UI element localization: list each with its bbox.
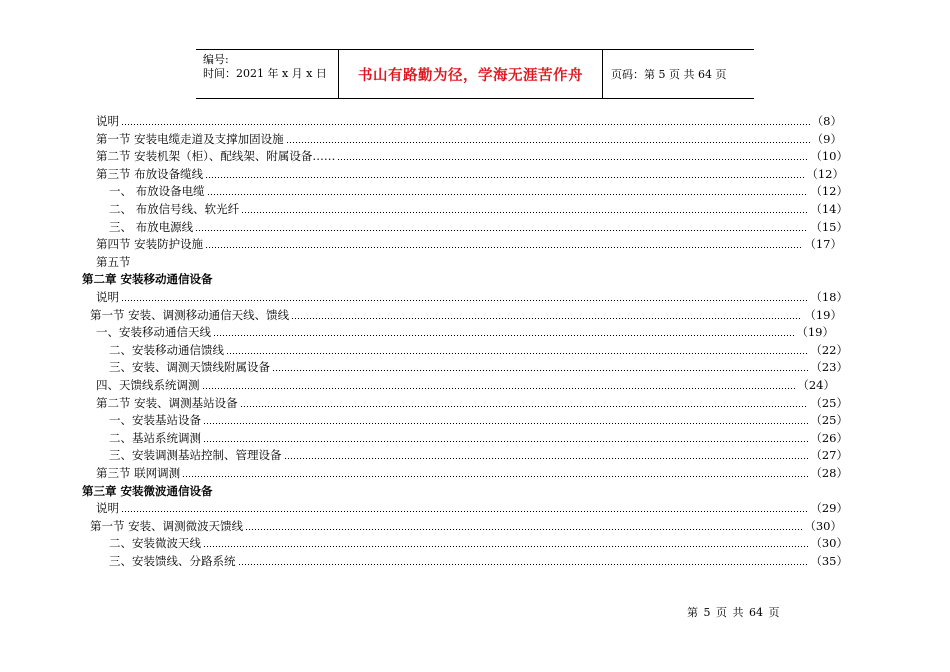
toc-entry[interactable] bbox=[96, 395, 848, 412]
toc-entry[interactable] bbox=[109, 201, 848, 218]
toc-leader-dots bbox=[272, 370, 808, 371]
toc-leader-dots bbox=[241, 212, 808, 213]
toc-entry-page: （27） bbox=[810, 448, 848, 463]
toc-leader-dots bbox=[207, 194, 809, 195]
toc-leader-dots bbox=[195, 230, 808, 231]
toc-leader-dots bbox=[245, 529, 802, 530]
toc-entry[interactable] bbox=[109, 412, 848, 429]
toc-entry-title: 第五节 bbox=[96, 254, 131, 269]
toc-entry[interactable] bbox=[109, 447, 848, 464]
toc-entry-title: 二、安装微波天线 bbox=[109, 536, 201, 551]
header-motto: 书山有路勤为径，学海无涯苦作舟 bbox=[339, 50, 603, 98]
toc-leader-dots bbox=[205, 177, 804, 178]
toc-leader-dots bbox=[213, 335, 794, 336]
toc-entry-title: 二、 布放信号线、软光纤 bbox=[109, 202, 240, 216]
toc-entry-page: （18） bbox=[810, 290, 848, 304]
toc-entry-title: 一、安装基站设备 bbox=[109, 413, 201, 428]
toc-chapter-heading[interactable] bbox=[82, 483, 213, 500]
toc-chapter-title: 第二章 安装移动通信设备 bbox=[82, 272, 213, 287]
toc-entry-page: （15） bbox=[810, 219, 848, 234]
toc-entry-page: （10） bbox=[810, 149, 848, 164]
toc-entry-page: （17） bbox=[804, 237, 842, 252]
toc-entry[interactable] bbox=[109, 183, 848, 200]
toc-entry-page: （19） bbox=[796, 325, 834, 340]
toc-entry-title: 二、安装移动通信馈线 bbox=[109, 342, 224, 357]
toc-entry-page: （28） bbox=[810, 466, 848, 480]
toc-entry-page: （9） bbox=[811, 131, 842, 146]
toc-leader-dots bbox=[202, 388, 796, 389]
document-date: 时间：2021 年 x 月 x 日 bbox=[203, 67, 327, 80]
header-meta bbox=[196, 50, 339, 98]
toc-leader-dots bbox=[286, 142, 810, 143]
toc-leader-dots bbox=[121, 511, 808, 512]
toc-entry[interactable] bbox=[96, 148, 848, 165]
header-page-number: 页码：第 5 页 共 64 页 bbox=[611, 68, 727, 81]
toc-entry[interactable] bbox=[96, 289, 848, 306]
toc-entry-title: 第四节 安装防护设施 bbox=[96, 237, 204, 252]
toc-entry[interactable] bbox=[109, 553, 848, 570]
toc-entry[interactable] bbox=[96, 113, 842, 130]
toc-entry-title: 说明 bbox=[96, 114, 119, 128]
toc-entry[interactable] bbox=[96, 131, 842, 148]
toc-entry-title: 第一节 安装电缆走道及支撑加固设施 bbox=[96, 131, 284, 146]
toc-entry-page: （30） bbox=[810, 536, 848, 551]
toc-entry[interactable] bbox=[96, 236, 842, 253]
toc-entry-title: 第一节 安装、调测微波天馈线 bbox=[90, 518, 244, 533]
toc-entry-title: 一、安装移动通信天线 bbox=[96, 325, 211, 340]
document-number-label: 编号: bbox=[203, 53, 229, 66]
toc-entry[interactable] bbox=[96, 254, 131, 271]
toc-leader-dots bbox=[284, 458, 809, 459]
toc-entry[interactable] bbox=[90, 307, 842, 324]
toc-entry-page: （12） bbox=[810, 184, 848, 199]
toc-leader-dots bbox=[226, 353, 808, 354]
toc-entry[interactable] bbox=[96, 465, 848, 482]
toc-entry[interactable] bbox=[96, 377, 835, 394]
toc-leader-dots bbox=[121, 124, 810, 125]
page-header bbox=[196, 49, 754, 99]
toc-entry[interactable] bbox=[109, 535, 848, 552]
toc-entry[interactable] bbox=[96, 166, 844, 183]
toc-entry-page: （26） bbox=[810, 430, 848, 445]
toc-entry-page: （25） bbox=[810, 395, 848, 410]
toc-entry[interactable] bbox=[90, 518, 842, 535]
toc-entry-page: （29） bbox=[810, 501, 848, 516]
toc-entry-page: （12） bbox=[806, 166, 844, 181]
toc-leader-dots bbox=[121, 300, 808, 301]
toc-entry-page: （24） bbox=[797, 378, 835, 392]
toc-entry-title: 四、天馈线系统调测 bbox=[96, 378, 200, 392]
toc-entry-page: （8） bbox=[811, 114, 842, 128]
toc-entry-title: 第三节 布放设备缆线 bbox=[96, 166, 204, 181]
toc-entry-title: 三、 布放电源线 bbox=[109, 219, 194, 234]
toc-entry-title: 三、安装调测基站控制、管理设备 bbox=[109, 448, 282, 463]
toc-entry-title: 第二节 安装、调测基站设备 bbox=[96, 395, 238, 410]
toc-entry[interactable] bbox=[96, 324, 834, 341]
toc-entry-title: 三、安装馈线、分路系统 bbox=[109, 554, 236, 568]
toc-entry-title: 第二节 安装机架（柜）、配线架、附属设备…… bbox=[96, 149, 336, 164]
toc-entry-title: 说明 bbox=[96, 290, 119, 304]
toc-leader-dots bbox=[240, 406, 809, 407]
toc-leader-dots bbox=[205, 247, 802, 248]
toc-entry-page: （25） bbox=[810, 413, 848, 428]
toc-leader-dots bbox=[182, 476, 808, 477]
toc-leader-dots bbox=[203, 546, 808, 547]
toc-leader-dots bbox=[337, 159, 808, 160]
toc-chapter-title: 第三章 安装微波通信设备 bbox=[82, 483, 213, 498]
toc-entry-title: 一、 布放设备电缆 bbox=[109, 184, 205, 199]
toc-entry-page: （30） bbox=[804, 518, 842, 533]
toc-entry[interactable] bbox=[109, 359, 848, 376]
toc-entry-page: （19） bbox=[804, 307, 842, 322]
toc-entry-title: 说明 bbox=[96, 501, 119, 516]
toc-entry-page: （23） bbox=[810, 360, 848, 375]
toc-entry-title: 二、基站系统调测 bbox=[109, 430, 201, 445]
toc-entry-title: 第三节 联网调测 bbox=[96, 466, 181, 480]
toc-entry-page: （14） bbox=[810, 202, 848, 216]
toc-entry-page: （22） bbox=[810, 342, 848, 357]
toc-entry-title: 三、安装、调测天馈线附属设备 bbox=[109, 360, 270, 375]
toc-entry[interactable] bbox=[96, 500, 848, 517]
toc-entry-title: 第一节 安装、调测移动通信天线、馈线 bbox=[90, 307, 290, 322]
toc-entry[interactable] bbox=[109, 219, 848, 236]
toc-entry[interactable] bbox=[109, 342, 848, 359]
page-footer: 第 5 页 共 64 页 bbox=[687, 606, 780, 619]
toc-leader-dots bbox=[203, 423, 808, 424]
toc-leader-dots bbox=[203, 441, 808, 442]
toc-entry[interactable] bbox=[109, 430, 848, 447]
toc-entry-page: （35） bbox=[810, 554, 848, 568]
toc-chapter-heading[interactable] bbox=[82, 271, 213, 288]
toc-leader-dots bbox=[238, 564, 809, 565]
toc-leader-dots bbox=[291, 318, 802, 319]
